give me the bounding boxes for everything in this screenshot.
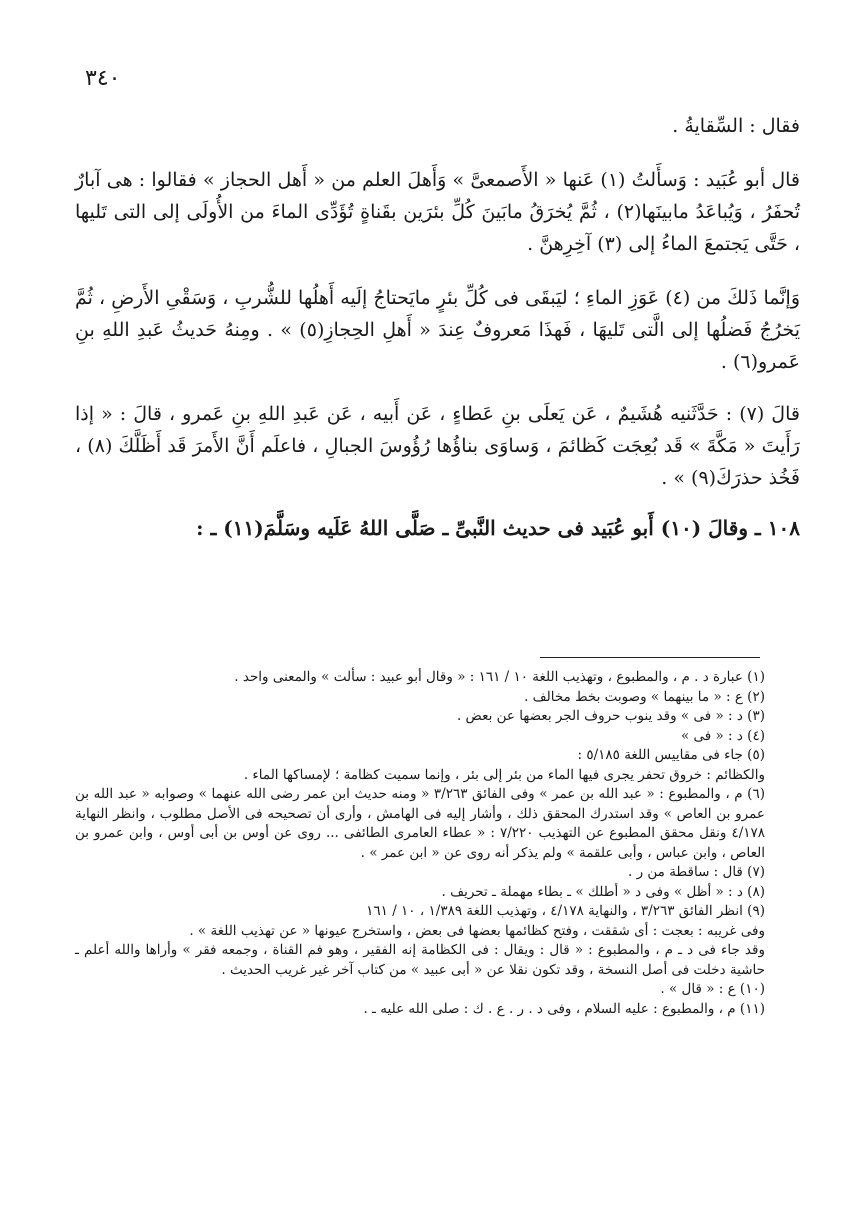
paragraph-3: قالَ (٧) : حَدَّثَنيه هُشَيمٌ ، عَن يَعلَى بنِ عَطاءٍ ، عَن أَبيه ، عَن عَبدِ اللهِ بنِ عَمرو ، قالَ : « إذا رَأَيتَ « مَكَّةَ » قَد بُعِجَت كَظائمَ ، وَساوَى بناؤُها رُؤُوسَ الجبالِ ، فاعلَم أَنَّ الأَمرَ قَد أَظَلَّكَ (٨) ، فَخُذ حذرَكَ(٩) » . bbox=[75, 403, 800, 489]
footnote: والكظائم : خروق تحفر يجرى فيها الماء من بئر إلى بئر ، وإنما سميت كظامة ؛ لإمساكها الماء . bbox=[243, 766, 765, 783]
footnote: (٥) جاء فى مقاييس اللغة ٥/١٨٥ : bbox=[577, 747, 765, 763]
footnote: (١٠) ع : « قال » . bbox=[660, 981, 765, 997]
footnote: (٦) م ، والمطبوع : « عبد الله بن عمر » وفى الفائق ٣/٢٦٣ « ومنه حديث ابن عمر رضى الله عنهما » وصوابه « عبد الله بن عمرو بن العاص » وقد استدرك المحقق ذلك ، وأشار إليه فى الهامش ، وأرى أن تصحيحه فى الأصل مطلوب ، وانظر النهاية ٤/١٧٨ ونقل محقق المطبوع عن التهذيب ٧/٢٢٠ : « عطاء العامرى الطائفى ... روى عن أوس بن أبى أوس ، وابن عمرو بن العاص ، وابن عباس ، وأبى علقمة » ولم يذكر أنه روى عن « ابن عمر » . bbox=[75, 786, 765, 861]
footnotes bbox=[75, 668, 765, 1019]
footnote: (٨) د : « أظل » وفى د « أطلك » ـ بطاء مهملة ـ تحريف . bbox=[441, 883, 765, 900]
footnote: (١١) م ، والمطبوع : عليه السلام ، وفى د . ر . ع . ك : صلى الله عليه ـ . bbox=[363, 1000, 765, 1017]
footnote-divider bbox=[540, 657, 760, 658]
footnote: (١) عبارة د . م ، والمطبوع ، وتهذيب اللغة ١٠ / ١٦١ : « وقال أبو عبيد : سألت » والمعنى واحد . bbox=[234, 669, 765, 685]
paragraph-2: وَإنَّما ذَلكَ من (٤) عَوَزِ الماءِ ؛ ليَبقَى فى كُلِّ بئرٍ مايَحتاجُ إلَيه أَهلُها للشُّربِ ، وَسَقْىِ الأَرضِ ، ثُمَّ يَخرُجُ فَضلُها إلى الَّتى تَليهَا ، فَهذَا مَعروفٌ عِندَ « أَهلِ الحِجازِ(٥) » . ومِنهُ حَديثُ عَبدِ اللهِ بنِ عَمرو(٦) . bbox=[75, 287, 800, 373]
footnote: (٩) انظر الفائق ٣/٢٦٣ ، والنهاية ٤/١٧٨ ، وتهذيب اللغة ١/٣٨٩ ، ١٠ / ١٦١ bbox=[366, 903, 765, 919]
footnote: (٤) د : « فى » bbox=[680, 727, 765, 744]
footnote: (٣) د : « فى » وقد ينوب حروف الجر بعضها عن بعض . bbox=[456, 708, 765, 724]
opening-line: فقال : السِّقايةُ . bbox=[672, 115, 800, 137]
page-number: ٣٤٠ bbox=[85, 66, 121, 91]
footnote: وقد جاء فى د ـ م ، والمطبوع : « قال : ويقال : فى الكظامة إنه الفقير ، وهو فم القناة ، وجمعه فقر » وأراها والله أعلم ـ حاشية دخلت فى أصل النسخة ، وقد تكون نقلا عن « أبى عبيد » من كتاب آخر غير غريب الحديث . bbox=[75, 942, 765, 978]
main-text bbox=[75, 110, 800, 544]
footnote: وفى غريبه : بعجت : أى شققت ، وفتح كظائمها بعضها فى بعض ، واستخرج عيونها « عن تهذيب اللغة » . bbox=[189, 922, 765, 939]
paragraph-1: قال أبو عُبَيد : وَسأَلتُ (١) عَنها « الأَصمعىَّ » وَأَهلَ العلم من « أَهل الحجاز » فقالوا : هى آبارٌ تُحفَرُ ، وَيُباعَدُ مابينَها(٢) ، ثُمَّ يُخرَقُ مابَينَ كُلِّ بئرَين بقَناةٍ تُؤَدِّى الماءَ من الأُولَى إلى التى تَليها ، حَتَّى يَجتمعَ الماءُ إلى (٣) آخِرِهنَّ . bbox=[75, 169, 800, 255]
footnote: (٧) قال : ساقطة من ر . bbox=[628, 864, 765, 880]
section-heading: ١٠٨ ـ وقالَ (١٠) أَبو عُبَيد فى حديث النَّبىِّ ـ صَلَّى اللهُ عَلَيه وسَلَّمَ(١١) ـ : bbox=[196, 516, 800, 540]
footnote: (٢) ع : « ما بينهما » وصوبت بخط مخالف . bbox=[524, 688, 765, 705]
